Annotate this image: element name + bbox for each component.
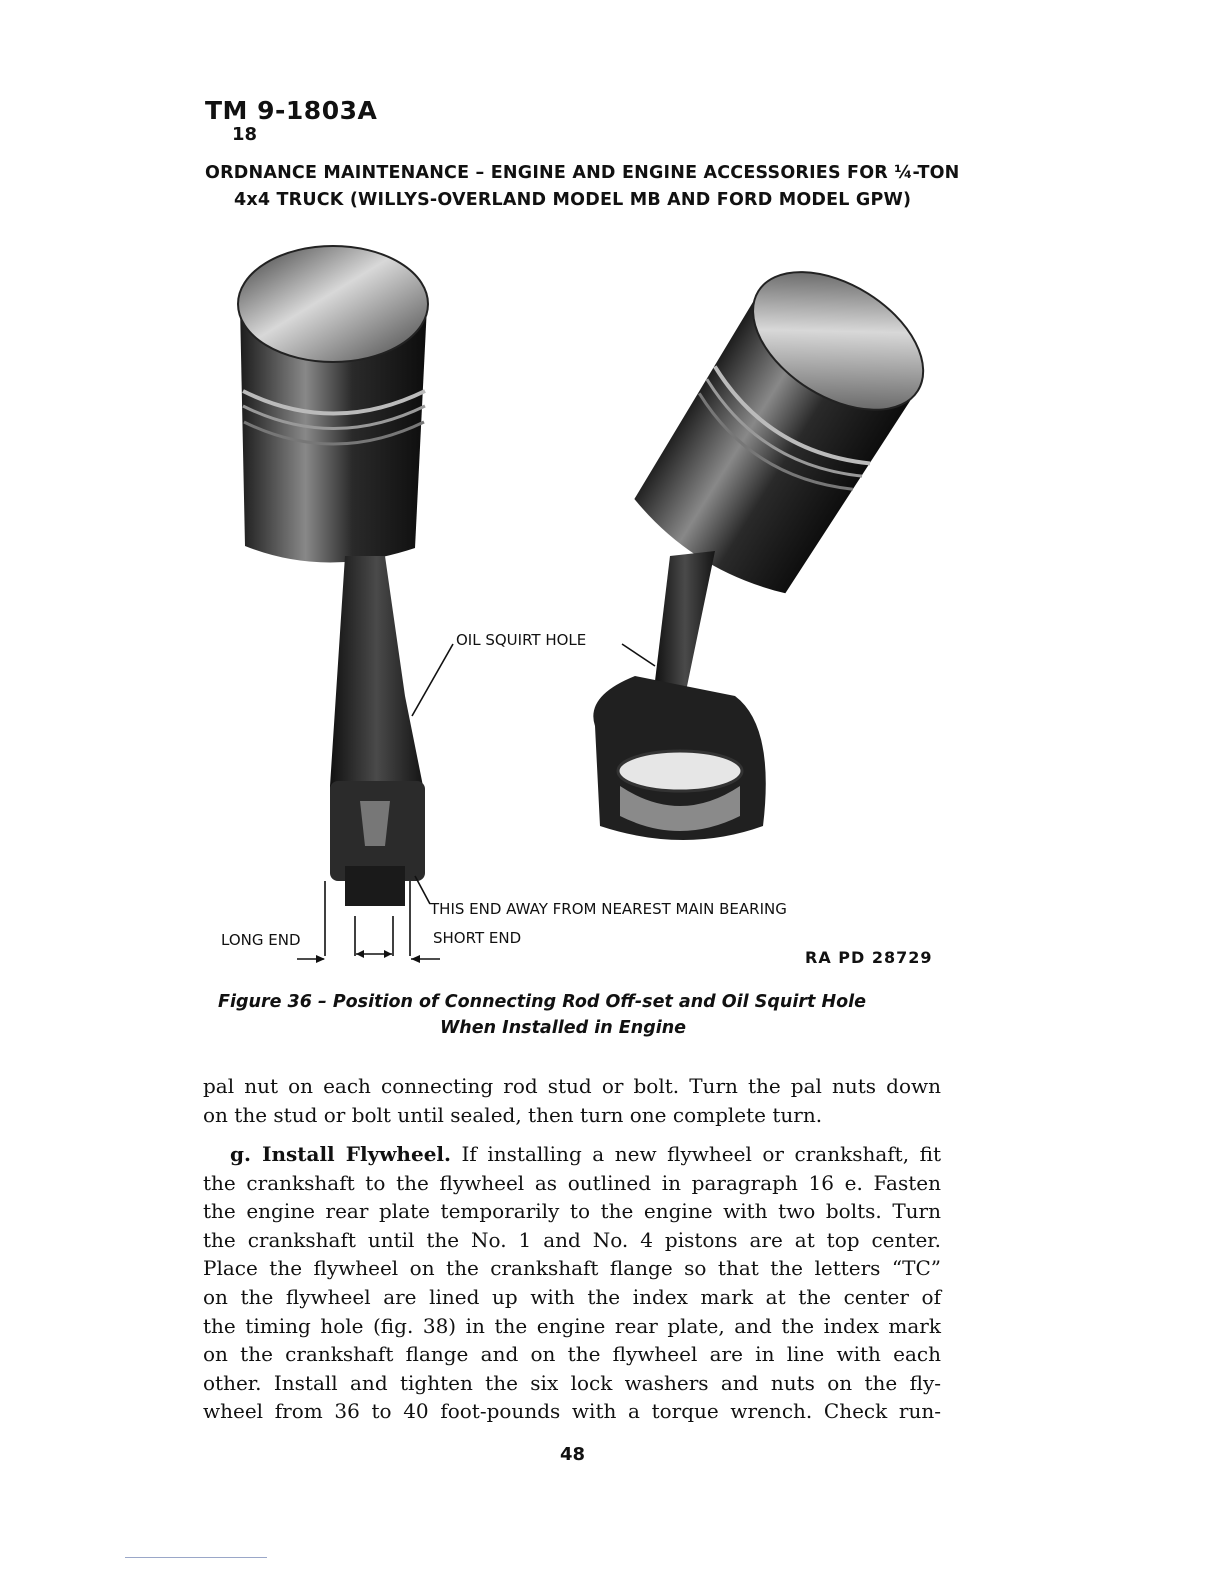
page-title-line-2: 4x4 TRUCK (WILLYS-OVERLAND MODEL MB AND FORD MODEL GPW) [234,190,912,210]
text-line: on the flywheel are lined up with the index mark at the center of [203,1284,941,1309]
text-line [203,1140,941,1169]
page-number: 48 [560,1444,586,1465]
callout-long-end: LONG END [221,931,301,949]
text-line: the timing hole (fig. 38) in the engine rear plate, and the index mark [203,1313,941,1338]
text-line: on the stud or bolt until sealed, then turn one complete turn. [203,1102,823,1127]
manual-id: TM 9-1803A [205,96,378,125]
text-line: the crankshaft until the No. 1 and No. 4 pistons are at top center. [203,1227,941,1252]
figure-caption-line-1: Figure 36 – Position of Connecting Rod Off-set and Oil Squirt Hole [218,992,866,1012]
text-line: the engine rear plate temporarily to the engine with two bolts. Turn [203,1199,941,1224]
callout-this-end: THIS END AWAY FROM NEAREST MAIN BEARING [430,900,787,918]
text-line: wheel from 36 to 40 foot-pounds with a torque wrench. Check run- [203,1399,941,1424]
text-line: other. Install and tighten the six lock washers and nuts on the fly- [203,1370,941,1395]
text-line: on the crankshaft flange and on the flywheel are in line with each [203,1342,941,1367]
section-heading-install-flywheel: g. Install Flywheel. [230,1142,451,1166]
body-paragraph-2 [203,1140,941,1426]
piston-connecting-rod-figure [215,226,950,976]
figure-reference-code: RA PD 28729 [805,948,933,967]
text-run: If installing a new flywheel or crankshaft, fit [450,1142,941,1166]
right-piston-assembly [593,244,947,840]
left-piston-assembly [238,246,428,906]
text-line: pal nut on each connecting rod stud or bolt. Turn the pal nuts down [203,1074,941,1098]
callout-short-end: SHORT END [433,929,522,947]
paragraph-number: 18 [232,124,258,145]
dimension-arrowheads [316,950,420,963]
callout-oil-squirt-hole: OIL SQUIRT HOLE [456,631,587,649]
text-line: Place the flywheel on the crankshaft flange so that the letters “TC” [203,1256,941,1281]
body-paragraph-1 [203,1072,941,1129]
footnote-rule [125,1557,267,1558]
page-title-line-1: ORDNANCE MAINTENANCE – ENGINE AND ENGINE ACCESSORIES FOR ¼-TON [205,163,960,183]
figure-caption-line-2: When Installed in Engine [440,1018,687,1038]
text-line: the crankshaft to the flywheel as outlined in paragraph 16 e. Fasten [203,1170,941,1195]
